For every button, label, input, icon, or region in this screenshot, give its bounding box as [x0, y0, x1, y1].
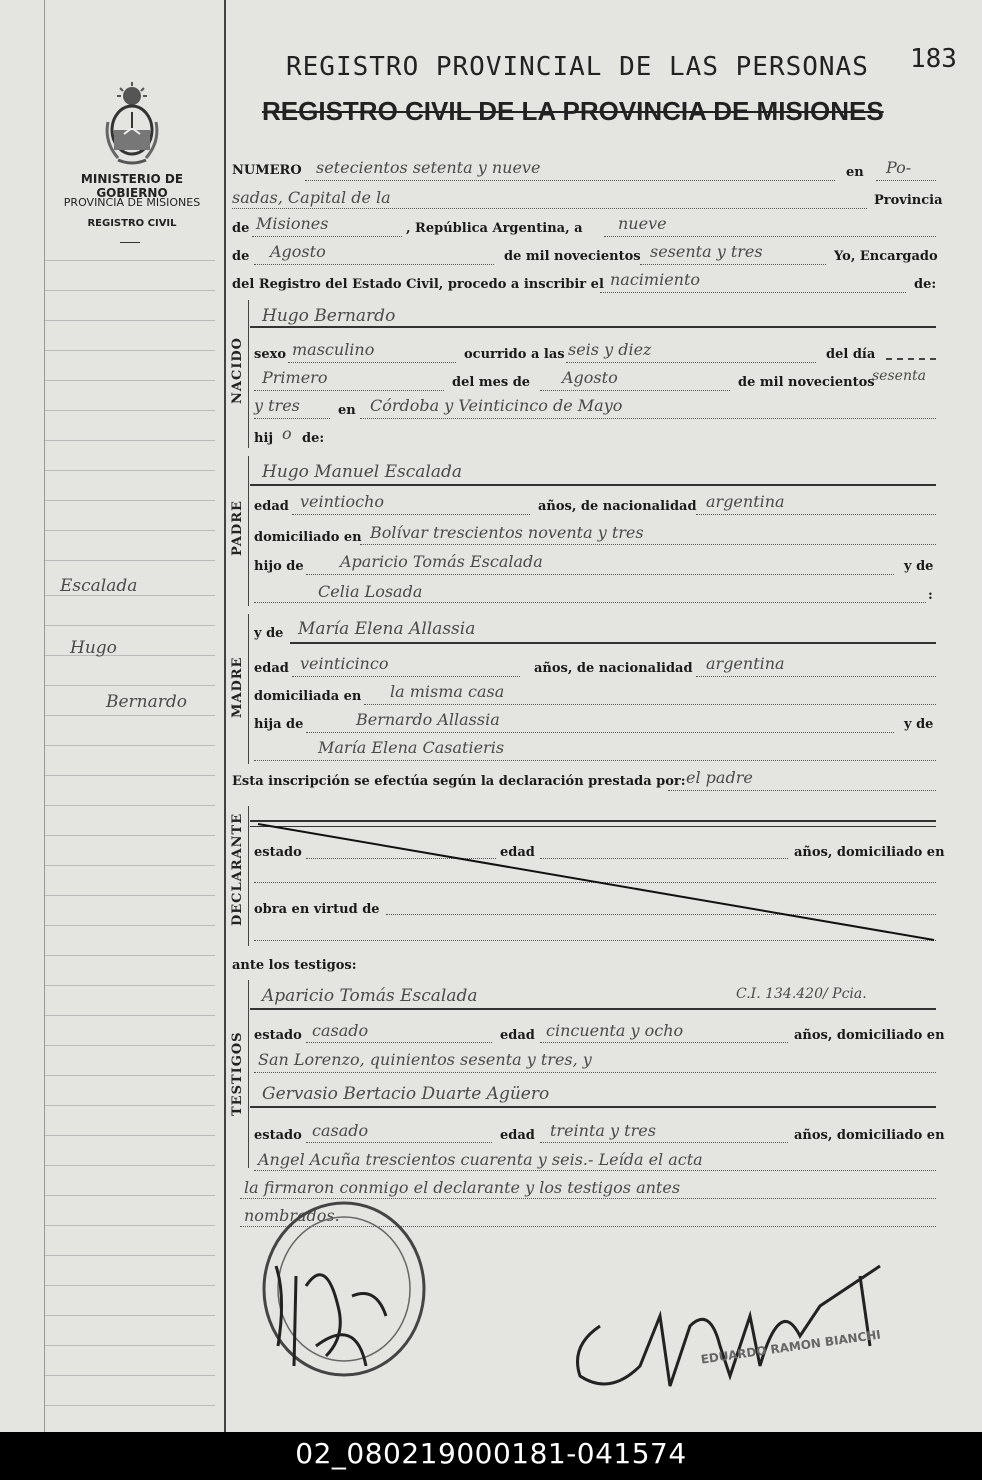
padre-edad-label: edad — [254, 499, 289, 514]
numero-value: setecientos setenta y nueve — [316, 158, 541, 177]
en-value: Po- — [886, 158, 912, 177]
mes-label: del mes de — [452, 375, 531, 390]
barcode-footer: 02_080219000181-041574 — [0, 1432, 982, 1480]
ocurrido-label: ocurrido a las — [464, 347, 565, 362]
page-title: REGISTRO PROVINCIAL DE LAS PERSONAS — [286, 52, 869, 82]
madre-anios-label: años, de nacionalidad — [534, 661, 693, 676]
lugar-value: Córdoba y Veinticinco de Mayo — [370, 396, 623, 415]
madre-edad-label: edad — [254, 661, 289, 676]
madre-domicilio-label: domiciliada en — [254, 689, 362, 704]
madre-y-de2-label: y de — [904, 717, 934, 732]
nacido-section-label: NACIDO — [230, 337, 245, 404]
hijo-suffix: o — [282, 424, 292, 443]
padre-edad-value: veintiocho — [300, 492, 385, 511]
anio-value-2: y tres — [254, 396, 300, 415]
testigo2-domicilio: Angel Acuña trescientos cuarenta y seis.- Leída el acta — [258, 1150, 703, 1169]
padre-section-label: PADRE — [230, 500, 245, 556]
padre-colon: : — [928, 588, 933, 603]
del-dia-label: del día — [826, 347, 876, 362]
city-value: sadas, Capital de la — [232, 188, 391, 207]
hora-value: seis y diez — [568, 340, 652, 359]
testigo1-ci: C.I. 134.420/ Pcia. — [736, 986, 867, 1002]
padre-hijo-label: hijo de — [254, 559, 304, 574]
dia-value: Primero — [262, 368, 328, 387]
republica-label: , República Argentina, a — [406, 221, 583, 236]
declarante-section-label: DECLARANTE — [230, 812, 245, 926]
office-underline — [120, 242, 140, 243]
padre-madre-value: Celia Losada — [318, 582, 423, 601]
mes-value: Agosto — [562, 368, 618, 387]
madre-edad-value: veinticinco — [300, 654, 389, 673]
testigo2-edad-label: edad — [500, 1128, 535, 1143]
margin-surname: Escalada — [60, 576, 138, 596]
de2-label: de — [232, 249, 250, 264]
margin-first-name: Hugo — [70, 638, 117, 658]
testigo1-edad: cincuenta y ocho — [546, 1021, 684, 1040]
yo-label: Yo, Encargado — [834, 249, 938, 264]
numero-label: NUMERO — [232, 163, 302, 178]
nacido-en-label: en — [338, 403, 356, 418]
hijo-label: hij — [254, 431, 274, 446]
sexo-label: sexo — [254, 347, 287, 362]
struck-title: REGISTRO CIVIL DE LA PROVINCIA DE MISIONES — [262, 96, 884, 126]
testigo1-estado-label: estado — [254, 1028, 302, 1043]
padre-y-de-label: y de — [904, 559, 934, 574]
testigo1-edad-label: edad — [500, 1028, 535, 1043]
testigo1-domicilio: San Lorenzo, quinientos sesenta y tres, y — [258, 1050, 592, 1069]
closing-line-2: nombrados. — [244, 1206, 340, 1225]
del-label: del Registro del Estado Civil, procedo a inscribir el — [232, 277, 604, 292]
officer-signature — [560, 1256, 896, 1406]
declarante-obra-label: obra en virtud de — [254, 902, 380, 917]
testigo2-estado-label: estado — [254, 1128, 302, 1143]
padre-domicilio-value: Bolívar trescientos noventa y tres — [370, 523, 644, 542]
testigo1-anios-label: años, domiciliado en — [794, 1028, 945, 1043]
act-value: nacimiento — [610, 270, 701, 289]
padre-nacionalidad-value: argentina — [706, 492, 785, 511]
sexo-value: masculino — [292, 340, 375, 359]
madre-section-label: MADRE — [230, 656, 245, 718]
month-value: Agosto — [270, 242, 326, 261]
madre-name: María Elena Allassia — [298, 619, 476, 639]
declarante-anios-label: años, domiciliado en — [794, 845, 945, 860]
mil-label: de mil novecientos — [504, 249, 641, 264]
province-label: PROVINCIA DE MISIONES — [63, 196, 201, 209]
madre-hija-label: hija de — [254, 717, 304, 732]
madre-padre-value: Bernardo Allassia — [356, 710, 500, 729]
year-value: sesenta y tres — [650, 242, 763, 261]
de-label: de — [232, 221, 250, 236]
madre-domicilio-value: la misma casa — [390, 682, 505, 701]
padre-padre-value: Aparicio Tomás Escalada — [340, 552, 543, 571]
officer-stamp-text: EDUARDO RAMON BIANCHI — [699, 1327, 882, 1367]
testigo2-estado: casado — [312, 1121, 369, 1140]
page-number: 183 — [910, 44, 957, 74]
padre-domicilio-label: domiciliado en — [254, 530, 362, 545]
declaracion-value: el padre — [686, 768, 753, 787]
office-label: REGISTRO CIVIL — [87, 218, 177, 229]
margin-middle-name: Bernardo — [106, 692, 188, 712]
padre-anios-label: años, de nacionalidad — [538, 499, 697, 514]
en-label: en — [846, 165, 864, 180]
declarante-edad-label: edad — [500, 845, 535, 860]
testigos-section-label: TESTIGOS — [230, 1031, 245, 1116]
de3-label: de: — [914, 277, 937, 292]
testigo2-name: Gervasio Bertacio Duarte Agüero — [262, 1084, 550, 1104]
ministry-label: MINISTERIO DE GOBIERNO — [80, 172, 184, 200]
testigos-intro: ante los testigos: — [232, 958, 357, 973]
madre-madre-value: María Elena Casatieris — [318, 738, 505, 757]
registry-seal-stamp — [256, 1196, 432, 1382]
madre-y-de-label: y de — [254, 626, 284, 641]
testigo2-edad: treinta y tres — [550, 1121, 656, 1140]
margin-divider — [224, 0, 226, 1432]
nacido-mil-label: de mil novecientos — [738, 375, 875, 390]
declarante-cancel-stroke — [254, 820, 938, 944]
padre-name: Hugo Manuel Escalada — [262, 462, 463, 482]
testigo2-anios-label: años, domiciliado en — [794, 1128, 945, 1143]
closing-line-1: la firmaron conmigo el declarante y los testigos antes — [244, 1178, 681, 1197]
declarante-estado-label: estado — [254, 845, 302, 860]
madre-nacionalidad-value: argentina — [706, 654, 785, 673]
day-value: nueve — [618, 214, 667, 233]
nacido-name: Hugo Bernardo — [262, 306, 396, 326]
coat-of-arms-icon — [100, 82, 164, 168]
testigo1-estado: casado — [312, 1021, 369, 1040]
hijo-de-label: de: — [302, 431, 325, 446]
provincia-label: Provincia — [874, 193, 943, 208]
anio-value-1: sesenta — [872, 368, 926, 384]
testigo1-name: Aparicio Tomás Escalada — [262, 986, 478, 1006]
left-edge-line — [44, 0, 45, 1432]
declaracion-text: Esta inscripción se efectúa según la declaración prestada por: — [232, 774, 686, 789]
province-value: Misiones — [256, 214, 329, 233]
